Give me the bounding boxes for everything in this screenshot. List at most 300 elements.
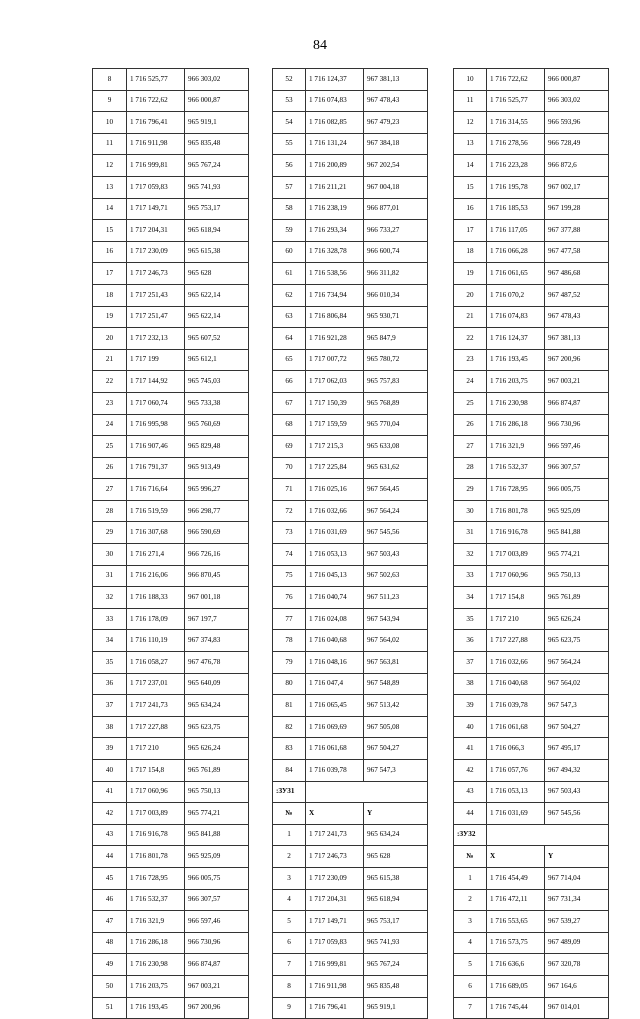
x-coordinate-cell: 1 716 796,41 (127, 112, 185, 134)
x-coordinate-cell: 1 717 149,71 (127, 198, 185, 220)
point-number-cell: 10 (93, 112, 127, 134)
y-coordinate-cell: 965 618,94 (364, 889, 428, 911)
table-row (273, 90, 428, 112)
point-number-cell: 14 (93, 198, 127, 220)
point-number-cell: 47 (93, 911, 127, 933)
point-number-cell: 18 (454, 241, 487, 263)
y-coordinate-cell: 965 767,24 (364, 954, 428, 976)
point-number-cell: 20 (93, 328, 127, 350)
y-coordinate-cell: 967 545,56 (545, 803, 609, 825)
point-number-cell: 50 (93, 975, 127, 997)
table-row (454, 587, 609, 609)
point-number-cell: 14 (454, 155, 487, 177)
x-coordinate-cell: 1 717 150,39 (306, 392, 364, 414)
table-row (273, 716, 428, 738)
column-header-x: X (306, 803, 364, 825)
y-coordinate-cell: 966 728,49 (545, 133, 609, 155)
y-coordinate-cell: 965 761,89 (185, 760, 249, 782)
table-row (273, 824, 428, 846)
x-coordinate-cell: 1 716 032,66 (306, 500, 364, 522)
point-number-cell: 6 (454, 975, 487, 997)
x-coordinate-cell: 1 716 716,64 (127, 479, 185, 501)
table-row (454, 133, 609, 155)
table-row (454, 436, 609, 458)
x-coordinate-cell: 1 716 070,2 (487, 284, 545, 306)
y-coordinate-cell: 966 303,02 (185, 69, 249, 91)
x-coordinate-cell: 1 717 059,83 (306, 932, 364, 954)
table-row (454, 932, 609, 954)
table-row (273, 544, 428, 566)
x-coordinate-cell: 1 716 024,08 (306, 608, 364, 630)
point-number-cell: 23 (454, 349, 487, 371)
table-row (454, 392, 609, 414)
y-coordinate-cell: 966 307,57 (545, 457, 609, 479)
point-number-cell: 3 (454, 911, 487, 933)
point-number-cell: 55 (273, 133, 306, 155)
point-number-cell: 72 (273, 500, 306, 522)
x-coordinate-cell: 1 717 237,01 (127, 673, 185, 695)
table-row (93, 975, 249, 997)
x-coordinate-cell: 1 717 210 (127, 738, 185, 760)
x-coordinate-cell: 1 716 057,76 (487, 760, 545, 782)
y-coordinate-cell: 966 870,45 (185, 565, 249, 587)
y-coordinate-cell: 967 564,24 (545, 652, 609, 674)
y-coordinate-cell: 967 564,02 (545, 673, 609, 695)
table-row (273, 587, 428, 609)
x-coordinate-cell: 1 717 003,89 (487, 544, 545, 566)
y-coordinate-cell: 966 877,01 (364, 198, 428, 220)
table-row (93, 176, 249, 198)
table-row (93, 349, 249, 371)
table-row (454, 500, 609, 522)
point-number-cell: 54 (273, 112, 306, 134)
y-coordinate-cell: 967 564,24 (364, 500, 428, 522)
x-coordinate-cell: 1 717 246,73 (127, 263, 185, 285)
x-coordinate-cell: 1 716 519,59 (127, 500, 185, 522)
point-number-cell: 44 (454, 803, 487, 825)
point-number-cell: 65 (273, 349, 306, 371)
point-number-cell: 36 (93, 673, 127, 695)
y-coordinate-cell: 967 714,04 (545, 867, 609, 889)
table-row (273, 241, 428, 263)
x-coordinate-cell: 1 716 045,13 (306, 565, 364, 587)
table-row (454, 975, 609, 997)
point-number-cell: 78 (273, 630, 306, 652)
x-coordinate-cell: 1 716 328,78 (306, 241, 364, 263)
x-coordinate-cell: 1 716 999,81 (127, 155, 185, 177)
point-number-cell: 82 (273, 716, 306, 738)
y-coordinate-cell: 967 543,94 (364, 608, 428, 630)
point-number-cell: 75 (273, 565, 306, 587)
point-number-cell: 4 (454, 932, 487, 954)
x-coordinate-cell: 1 716 321,9 (127, 911, 185, 933)
x-coordinate-cell: 1 717 007,72 (306, 349, 364, 371)
point-number-cell: 9 (273, 997, 306, 1019)
x-coordinate-cell: 1 716 293,34 (306, 220, 364, 242)
point-number-cell: 13 (454, 133, 487, 155)
table-row (273, 673, 428, 695)
x-coordinate-cell: 1 716 238,19 (306, 198, 364, 220)
point-number-cell: 42 (93, 803, 127, 825)
x-coordinate-cell: 1 716 532,37 (487, 457, 545, 479)
x-coordinate-cell: 1 716 801,78 (487, 500, 545, 522)
y-coordinate-cell: 965 996,27 (185, 479, 249, 501)
y-coordinate-cell: 966 597,46 (185, 911, 249, 933)
table-row (454, 112, 609, 134)
x-coordinate-cell: 1 717 241,73 (127, 695, 185, 717)
y-coordinate-cell: 965 607,52 (185, 328, 249, 350)
y-coordinate-cell: 965 628 (364, 846, 428, 868)
y-coordinate-cell: 967 199,28 (545, 198, 609, 220)
y-coordinate-cell: 965 829,48 (185, 436, 249, 458)
x-coordinate-cell: 1 716 525,77 (487, 90, 545, 112)
table-row (454, 673, 609, 695)
table-row (93, 500, 249, 522)
point-number-cell: 43 (93, 824, 127, 846)
y-coordinate-cell: 965 913,49 (185, 457, 249, 479)
point-number-cell: 56 (273, 155, 306, 177)
table-row (454, 695, 609, 717)
x-coordinate-cell: 1 716 200,89 (306, 155, 364, 177)
x-coordinate-cell: 1 717 003,89 (127, 803, 185, 825)
x-coordinate-cell: 1 716 216,06 (127, 565, 185, 587)
table-row (454, 220, 609, 242)
y-coordinate-cell: 965 615,38 (364, 867, 428, 889)
table-row (454, 176, 609, 198)
table-row (273, 522, 428, 544)
x-coordinate-cell: 1 716 025,16 (306, 479, 364, 501)
point-number-cell: 26 (93, 457, 127, 479)
point-number-cell: 57 (273, 176, 306, 198)
x-coordinate-cell: 1 716 532,37 (127, 889, 185, 911)
table-row (273, 932, 428, 954)
table-row (93, 306, 249, 328)
x-coordinate-cell: 1 717 060,96 (127, 781, 185, 803)
x-coordinate-cell: 1 717 210 (487, 608, 545, 630)
x-coordinate-cell: 1 717 062,03 (306, 371, 364, 393)
y-coordinate-cell: 966 000,87 (185, 90, 249, 112)
table-row (454, 760, 609, 782)
table-row (454, 457, 609, 479)
point-number-cell: 20 (454, 284, 487, 306)
table-row (93, 522, 249, 544)
point-number-cell: 19 (454, 263, 487, 285)
table-row (454, 414, 609, 436)
point-number-cell: 45 (93, 867, 127, 889)
point-number-cell: 7 (454, 997, 487, 1019)
y-coordinate-cell: 966 005,75 (185, 867, 249, 889)
x-coordinate-cell: 1 717 232,13 (127, 328, 185, 350)
point-number-cell: 5 (454, 954, 487, 976)
y-coordinate-cell: 965 741,93 (364, 932, 428, 954)
y-coordinate-cell: 966 311,82 (364, 263, 428, 285)
table-row (93, 867, 249, 889)
x-coordinate-cell: 1 717 241,73 (306, 824, 364, 846)
x-coordinate-cell: 1 717 227,88 (487, 630, 545, 652)
x-coordinate-cell: 1 717 215,3 (306, 436, 364, 458)
table-row (454, 69, 609, 91)
table-row (273, 867, 428, 889)
y-coordinate-cell: 965 770,04 (364, 414, 428, 436)
point-number-cell: 77 (273, 608, 306, 630)
table-row (273, 306, 428, 328)
point-number-cell: 70 (273, 457, 306, 479)
y-coordinate-cell: 965 634,24 (185, 695, 249, 717)
y-coordinate-cell: 965 622,14 (185, 284, 249, 306)
x-coordinate-cell: 1 716 074,83 (306, 90, 364, 112)
y-coordinate-cell: 965 733,38 (185, 392, 249, 414)
point-number-cell: 24 (454, 371, 487, 393)
y-coordinate-cell: 965 841,88 (545, 522, 609, 544)
point-number-cell: 2 (454, 889, 487, 911)
x-coordinate-cell: 1 716 040,68 (306, 630, 364, 652)
table-row (273, 500, 428, 522)
table-row (454, 630, 609, 652)
x-coordinate-cell: 1 716 722,62 (127, 90, 185, 112)
y-coordinate-cell: 967 511,23 (364, 587, 428, 609)
x-coordinate-cell: 1 716 074,83 (487, 306, 545, 328)
point-number-cell: 30 (454, 500, 487, 522)
point-number-cell: 26 (454, 414, 487, 436)
point-number-cell: 38 (454, 673, 487, 695)
y-coordinate-cell: 967 564,45 (364, 479, 428, 501)
x-coordinate-cell: 1 716 689,05 (487, 975, 545, 997)
column-header-row (454, 846, 609, 868)
table-row (93, 220, 249, 242)
table-row (93, 932, 249, 954)
table-row (93, 760, 249, 782)
y-coordinate-cell: 967 374,83 (185, 630, 249, 652)
table-row (273, 155, 428, 177)
table-row (273, 760, 428, 782)
x-coordinate-cell: 1 717 154,8 (127, 760, 185, 782)
y-coordinate-cell: 967 479,23 (364, 112, 428, 134)
point-number-cell: 69 (273, 436, 306, 458)
x-coordinate-cell: 1 717 154,8 (487, 587, 545, 609)
y-coordinate-cell: 967 002,17 (545, 176, 609, 198)
x-coordinate-cell: 1 716 058,27 (127, 652, 185, 674)
y-coordinate-cell: 966 730,96 (185, 932, 249, 954)
point-number-cell: 4 (273, 889, 306, 911)
x-coordinate-cell: 1 716 286,18 (487, 414, 545, 436)
y-coordinate-cell: 967 478,43 (545, 306, 609, 328)
y-coordinate-cell: 966 010,34 (364, 284, 428, 306)
point-number-cell: 31 (93, 565, 127, 587)
column-header-y: Y (545, 846, 609, 868)
y-coordinate-cell: 967 381,13 (545, 328, 609, 350)
table-row (93, 781, 249, 803)
x-coordinate-cell: 1 716 048,16 (306, 652, 364, 674)
table-row (93, 284, 249, 306)
table-row (273, 738, 428, 760)
point-number-cell: 11 (454, 90, 487, 112)
x-coordinate-cell: 1 716 066,3 (487, 738, 545, 760)
y-coordinate-cell: 967 487,52 (545, 284, 609, 306)
table-row (273, 414, 428, 436)
y-coordinate-cell: 967 200,96 (545, 349, 609, 371)
table-row (273, 997, 428, 1019)
table-row (454, 911, 609, 933)
y-coordinate-cell: 967 563,81 (364, 652, 428, 674)
y-coordinate-cell: 967 197,7 (185, 608, 249, 630)
table-row (93, 479, 249, 501)
x-coordinate-cell: 1 716 916,78 (127, 824, 185, 846)
y-coordinate-cell: 966 000,87 (545, 69, 609, 91)
point-number-cell: 1 (454, 867, 487, 889)
empty-cell (487, 824, 609, 846)
table-row (93, 652, 249, 674)
point-number-cell: 18 (93, 284, 127, 306)
point-number-cell: 39 (454, 695, 487, 717)
point-number-cell: 79 (273, 652, 306, 674)
x-coordinate-cell: 1 716 921,28 (306, 328, 364, 350)
table-row (273, 436, 428, 458)
x-coordinate-cell: 1 716 188,33 (127, 587, 185, 609)
x-coordinate-cell: 1 717 059,83 (127, 176, 185, 198)
y-coordinate-cell: 965 634,24 (364, 824, 428, 846)
table-row (93, 846, 249, 868)
point-number-cell: 22 (454, 328, 487, 350)
table-row (454, 371, 609, 393)
table-row (454, 241, 609, 263)
x-coordinate-cell: 1 717 230,09 (306, 867, 364, 889)
point-number-cell: 46 (93, 889, 127, 911)
table-row (93, 738, 249, 760)
table-row (93, 263, 249, 285)
table-row (93, 414, 249, 436)
x-coordinate-cell: 1 716 538,56 (306, 263, 364, 285)
point-number-cell: 43 (454, 781, 487, 803)
table-row (454, 90, 609, 112)
point-number-cell: 6 (273, 932, 306, 954)
y-coordinate-cell: 967 384,18 (364, 133, 428, 155)
table-row (454, 889, 609, 911)
x-coordinate-cell: 1 716 061,68 (306, 738, 364, 760)
x-coordinate-cell: 1 716 203,75 (487, 371, 545, 393)
x-coordinate-cell: 1 716 553,65 (487, 911, 545, 933)
x-coordinate-cell: 1 716 032,66 (487, 652, 545, 674)
point-number-cell: 19 (93, 306, 127, 328)
point-number-cell: 35 (93, 652, 127, 674)
table-row (454, 306, 609, 328)
point-number-cell: 25 (454, 392, 487, 414)
point-number-cell: 25 (93, 436, 127, 458)
x-coordinate-cell: 1 717 199 (127, 349, 185, 371)
point-number-cell: 80 (273, 673, 306, 695)
y-coordinate-cell: 967 502,63 (364, 565, 428, 587)
point-number-cell: 17 (454, 220, 487, 242)
point-number-cell: 35 (454, 608, 487, 630)
x-coordinate-cell: 1 716 728,95 (127, 867, 185, 889)
section-header-row (454, 824, 609, 846)
y-coordinate-cell: 965 847,9 (364, 328, 428, 350)
y-coordinate-cell: 967 477,58 (545, 241, 609, 263)
y-coordinate-cell: 967 381,13 (364, 69, 428, 91)
table-row (93, 911, 249, 933)
y-coordinate-cell: 967 495,17 (545, 738, 609, 760)
point-number-cell: 48 (93, 932, 127, 954)
table-row (273, 954, 428, 976)
x-coordinate-cell: 1 717 060,96 (487, 565, 545, 587)
table-row (93, 630, 249, 652)
page-number: 84 (313, 38, 327, 53)
point-number-cell: 32 (93, 587, 127, 609)
x-coordinate-cell: 1 716 230,98 (127, 954, 185, 976)
point-number-cell: 51 (93, 997, 127, 1019)
x-coordinate-cell: 1 716 211,21 (306, 176, 364, 198)
table-row (93, 371, 249, 393)
x-coordinate-cell: 1 716 223,28 (487, 155, 545, 177)
y-coordinate-cell: 967 548,89 (364, 673, 428, 695)
y-coordinate-cell: 966 600,74 (364, 241, 428, 263)
point-number-cell: 33 (93, 608, 127, 630)
point-number-cell: 27 (93, 479, 127, 501)
x-coordinate-cell: 1 716 472,11 (487, 889, 545, 911)
point-number-cell: 38 (93, 716, 127, 738)
table-row (454, 263, 609, 285)
y-coordinate-cell: 965 612,1 (185, 349, 249, 371)
y-coordinate-cell: 965 623,75 (185, 716, 249, 738)
point-number-cell: 22 (93, 371, 127, 393)
table-row (454, 349, 609, 371)
table-row (273, 630, 428, 652)
table-row (93, 587, 249, 609)
y-coordinate-cell: 966 303,02 (545, 90, 609, 112)
point-number-cell: 76 (273, 587, 306, 609)
point-number-cell: 15 (93, 220, 127, 242)
section-label: :ЗУ31 (273, 781, 306, 803)
y-coordinate-cell: 965 753,17 (185, 198, 249, 220)
table-row (273, 392, 428, 414)
x-coordinate-cell: 1 716 734,94 (306, 284, 364, 306)
point-number-cell: 33 (454, 565, 487, 587)
point-number-cell: 29 (93, 522, 127, 544)
point-number-cell: 71 (273, 479, 306, 501)
point-number-cell: 64 (273, 328, 306, 350)
point-number-cell: 17 (93, 263, 127, 285)
x-coordinate-cell: 1 717 251,47 (127, 306, 185, 328)
x-coordinate-cell: 1 716 745,44 (487, 997, 545, 1019)
table-row (93, 69, 249, 91)
y-coordinate-cell: 967 164,6 (545, 975, 609, 997)
table-row (93, 112, 249, 134)
table-row (454, 716, 609, 738)
point-number-cell: 40 (93, 760, 127, 782)
y-coordinate-cell: 965 930,71 (364, 306, 428, 328)
point-number-cell: 34 (454, 587, 487, 609)
table-row (273, 911, 428, 933)
y-coordinate-cell: 967 504,27 (545, 716, 609, 738)
table-row (454, 198, 609, 220)
table-row (454, 522, 609, 544)
x-coordinate-cell: 1 716 286,18 (127, 932, 185, 954)
y-coordinate-cell: 965 835,48 (364, 975, 428, 997)
table-row (454, 867, 609, 889)
y-coordinate-cell: 967 001,18 (185, 587, 249, 609)
table-row (454, 608, 609, 630)
point-number-cell: 34 (93, 630, 127, 652)
x-coordinate-cell: 1 716 031,69 (487, 803, 545, 825)
x-coordinate-cell: 1 716 722,62 (487, 69, 545, 91)
x-coordinate-cell: 1 717 060,74 (127, 392, 185, 414)
y-coordinate-cell: 965 835,48 (185, 133, 249, 155)
x-coordinate-cell: 1 716 193,45 (127, 997, 185, 1019)
x-coordinate-cell: 1 716 061,68 (487, 716, 545, 738)
point-number-cell: 12 (454, 112, 487, 134)
table-row (454, 544, 609, 566)
point-number-cell: 10 (454, 69, 487, 91)
x-coordinate-cell: 1 716 995,98 (127, 414, 185, 436)
